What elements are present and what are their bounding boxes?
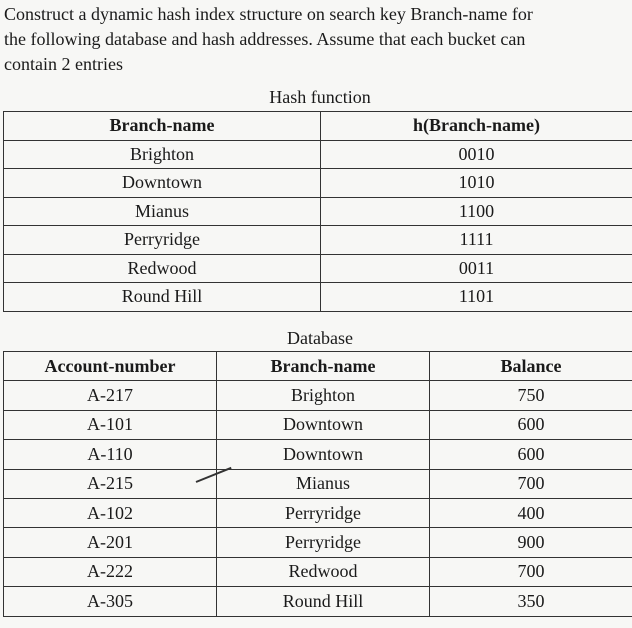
account-number-cell: A-101 bbox=[4, 410, 217, 439]
question-line: contain 2 entries bbox=[4, 54, 123, 74]
account-number-cell: A-305 bbox=[4, 587, 217, 616]
hash-value-cell: 1101 bbox=[321, 283, 632, 312]
branch-name-cell: Round Hill bbox=[4, 283, 321, 312]
column-header: Branch-name bbox=[4, 112, 321, 141]
balance-cell: 900 bbox=[430, 528, 632, 557]
branch-name-cell: Redwood bbox=[217, 557, 430, 586]
table-row bbox=[4, 169, 632, 198]
hash-value-cell: 0011 bbox=[321, 254, 632, 283]
table-header-row bbox=[4, 112, 632, 141]
balance-cell: 600 bbox=[430, 440, 632, 469]
database-table bbox=[3, 351, 632, 617]
branch-name-cell: Downtown bbox=[217, 440, 430, 469]
hash-function-table bbox=[3, 111, 632, 312]
branch-name-cell: Perryridge bbox=[217, 498, 430, 527]
table-row bbox=[4, 410, 632, 439]
account-number-cell: A-102 bbox=[4, 498, 217, 527]
table-row bbox=[4, 226, 632, 255]
table-row bbox=[4, 587, 632, 616]
table-row bbox=[4, 440, 632, 469]
account-number-cell: A-110 bbox=[4, 440, 217, 469]
table-row bbox=[4, 254, 632, 283]
branch-name-cell: Brighton bbox=[217, 381, 430, 410]
balance-cell: 700 bbox=[430, 557, 632, 586]
table-row bbox=[4, 557, 632, 586]
table-row bbox=[4, 381, 632, 410]
hash-value-cell: 1111 bbox=[321, 226, 632, 255]
table-row bbox=[4, 283, 632, 312]
question-text bbox=[4, 2, 632, 77]
hash-value-cell: 1100 bbox=[321, 197, 632, 226]
hash-value-cell: 0010 bbox=[321, 140, 632, 169]
branch-name-cell: Round Hill bbox=[217, 587, 430, 616]
database-caption: Database bbox=[287, 328, 353, 348]
question-line: the following database and hash addresses. Assume that each bucket can bbox=[4, 29, 526, 49]
column-header: Balance bbox=[430, 352, 632, 381]
branch-name-cell: Perryridge bbox=[4, 226, 321, 255]
branch-name-cell: Downtown bbox=[4, 169, 321, 198]
table-row bbox=[4, 140, 632, 169]
table-row bbox=[4, 528, 632, 557]
balance-cell: 400 bbox=[430, 498, 632, 527]
balance-cell: 700 bbox=[430, 469, 632, 498]
column-header: Account-number bbox=[4, 352, 217, 381]
table-header-row bbox=[4, 352, 632, 381]
branch-name-cell: Downtown bbox=[217, 410, 430, 439]
account-number-cell: A-201 bbox=[4, 528, 217, 557]
hash-value-cell: 1010 bbox=[321, 169, 632, 198]
branch-name-cell: Mianus bbox=[4, 197, 321, 226]
branch-name-cell: Redwood bbox=[4, 254, 321, 283]
account-number-cell: A-217 bbox=[4, 381, 217, 410]
hash-function-caption: Hash function bbox=[269, 87, 371, 107]
account-number-cell: A-215 bbox=[4, 469, 217, 498]
column-header: Branch-name bbox=[217, 352, 430, 381]
account-number-cell: A-222 bbox=[4, 557, 217, 586]
table-row bbox=[4, 469, 632, 498]
question-line: Construct a dynamic hash index structure on search key Branch-name for bbox=[4, 4, 533, 24]
balance-cell: 750 bbox=[430, 381, 632, 410]
table-row bbox=[4, 498, 632, 527]
balance-cell: 600 bbox=[430, 410, 632, 439]
branch-name-cell: Perryridge bbox=[217, 528, 430, 557]
table-row bbox=[4, 197, 632, 226]
balance-cell: 350 bbox=[430, 587, 632, 616]
column-header: h(Branch-name) bbox=[321, 112, 632, 141]
branch-name-cell: Brighton bbox=[4, 140, 321, 169]
branch-name-cell: Mianus bbox=[217, 469, 430, 498]
